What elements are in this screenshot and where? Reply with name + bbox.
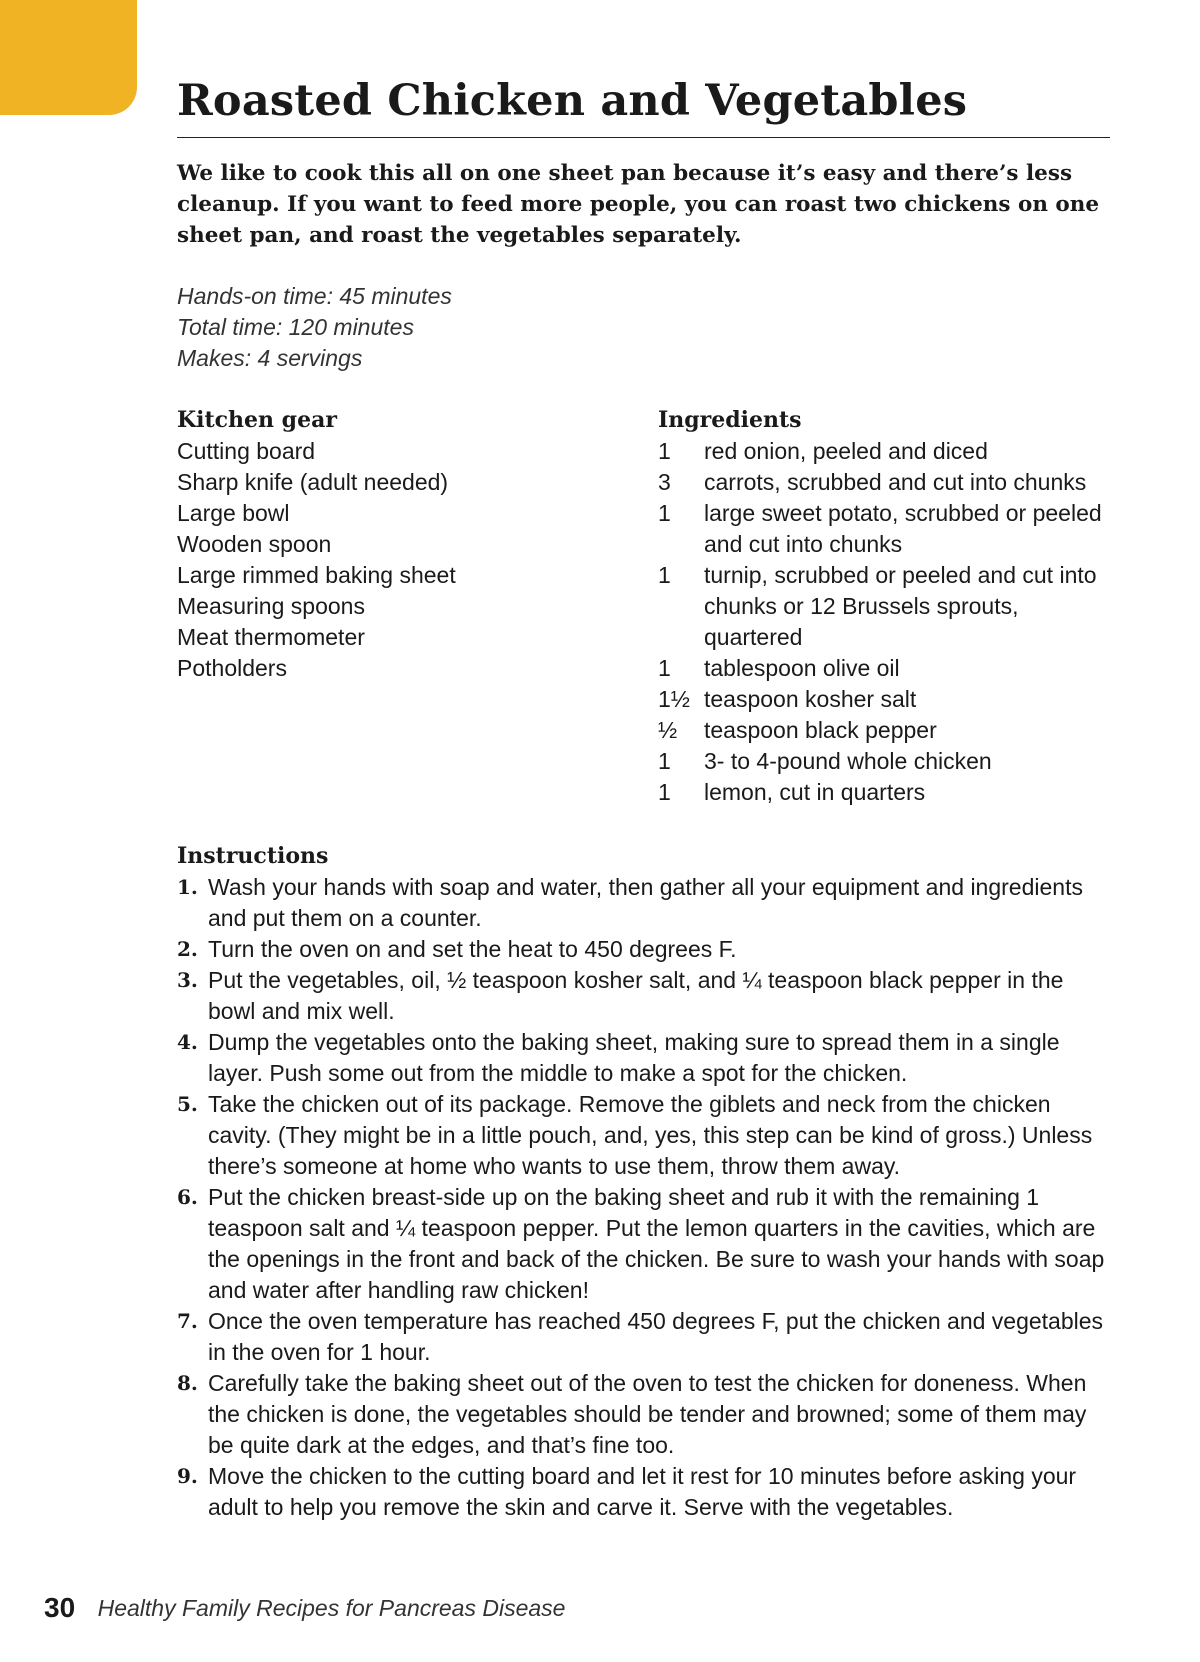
ingredient-qty: ½ <box>658 717 678 744</box>
step-number: 9. <box>177 1464 198 1489</box>
ingredient-qty: 1 <box>658 748 671 775</box>
gear-item: Large rimmed baking sheet <box>177 562 456 589</box>
step-text: Carefully take the baking sheet out of the oven to test the chicken for doneness. When the chicken is done, the vegetables should be tender and browned; some of them may be quite dark at the edges, and that’s fine too. <box>208 1370 1087 1459</box>
instruction-step <box>177 1461 1110 1523</box>
ingredient-row <box>658 560 1118 653</box>
gear-item: Meat thermometer <box>177 624 365 651</box>
ingredient-qty: 1 <box>658 438 671 465</box>
step-number: 8. <box>177 1371 198 1396</box>
ingredient-text: carrots, scrubbed and cut into chunks <box>704 469 1087 496</box>
ingredient-row <box>658 653 1118 684</box>
step-text: Put the chicken breast-side up on the baking sheet and rub it with the remaining 1 teaspoon salt and ¼ teaspoon pepper. Put the lemon quarters in the cavities, which are the openings in the front and back of the chicken. Be sure to wash your hands with soap and water after handling raw chicken! <box>208 1184 1105 1304</box>
ingredient-row <box>658 467 1118 498</box>
ingredient-text: large sweet potato, scrubbed or peeled and cut into chunks <box>704 500 1102 558</box>
gear-item: Sharp knife (adult needed) <box>177 469 449 496</box>
instructions-heading: Instructions <box>177 843 329 870</box>
ingredient-text: red onion, peeled and diced <box>704 438 988 465</box>
intro-paragraph: We like to cook this all on one sheet pan because it’s easy and there’s less cleanup. If you want to feed more people, you can roast two chickens on one sheet pan, and roast the vegetables separately. <box>177 161 1100 249</box>
instruction-step <box>177 934 1110 965</box>
kitchen-gear-section <box>177 405 637 684</box>
step-text: Once the oven temperature has reached 450 degrees F, put the chicken and vegetables in the oven for 1 hour. <box>208 1308 1104 1366</box>
page-footer <box>44 1592 565 1624</box>
ingredient-row <box>658 746 1118 777</box>
ingredient-qty: 3 <box>658 469 671 496</box>
step-number: 1. <box>177 875 198 900</box>
recipe-page <box>177 78 1110 1523</box>
ingredient-text: turnip, scrubbed or peeled and cut into chunks or 12 Brussels sprouts, quartered <box>704 562 1097 651</box>
ingredient-text: lemon, cut in quarters <box>704 779 926 806</box>
gear-and-ingredients <box>177 405 1110 811</box>
gear-item: Large bowl <box>177 500 290 527</box>
instruction-step <box>177 965 1110 1027</box>
page-number: 30 <box>44 1592 76 1623</box>
instruction-step <box>177 1182 1110 1306</box>
kitchen-gear-heading: Kitchen gear <box>177 407 337 434</box>
step-text: Take the chicken out of its package. Remove the giblets and neck from the chicken cavity. (They might be in a little pouch, and, yes, this step can be kind of gross.) Unless there’s someone at home who wants to use them, throw them away. <box>208 1091 1093 1180</box>
ingredient-qty: 1 <box>658 500 671 527</box>
gear-item: Cutting board <box>177 438 316 465</box>
step-number: 4. <box>177 1030 198 1055</box>
hands-on-time: Hands-on time: 45 minutes <box>177 283 452 310</box>
instruction-step <box>177 872 1110 934</box>
ingredient-qty: 1 <box>658 562 671 589</box>
gear-item: Potholders <box>177 655 287 682</box>
ingredient-qty: 1½ <box>658 686 690 713</box>
step-text: Dump the vegetables onto the baking sheet, making sure to spread them in a single layer. Push some out from the middle to make a spot for the chicken. <box>208 1029 1060 1087</box>
step-number: 6. <box>177 1185 198 1210</box>
instruction-step <box>177 1089 1110 1182</box>
ingredient-text: teaspoon kosher salt <box>704 686 917 713</box>
ingredient-text: tablespoon olive oil <box>704 655 900 682</box>
ingredient-row <box>658 684 1118 715</box>
step-number: 7. <box>177 1309 198 1334</box>
book-title: Healthy Family Recipes for Pancreas Disease <box>97 1594 566 1621</box>
instruction-step <box>177 1027 1110 1089</box>
ingredient-text: 3- to 4-pound whole chicken <box>704 748 992 775</box>
gear-item: Measuring spoons <box>177 593 365 620</box>
ingredient-qty: 1 <box>658 655 671 682</box>
gear-item: Wooden spoon <box>177 531 332 558</box>
ingredient-text: teaspoon black pepper <box>704 717 937 744</box>
instruction-step <box>177 1306 1110 1368</box>
corner-tab-decoration <box>0 0 137 115</box>
ingredient-row <box>658 498 1118 560</box>
ingredient-row <box>658 436 1118 467</box>
total-time: Total time: 120 minutes <box>177 314 414 341</box>
step-text: Move the chicken to the cutting board and let it rest for 10 minutes before asking your adult to help you remove the skin and carve it. Serve with the vegetables. <box>208 1463 1077 1521</box>
ingredient-row <box>658 777 1118 808</box>
step-number: 2. <box>177 937 198 962</box>
step-text: Wash your hands with soap and water, then gather all your equipment and ingredients and put them on a counter. <box>208 874 1083 932</box>
step-number: 3. <box>177 968 198 993</box>
servings: Makes: 4 servings <box>177 345 363 372</box>
ingredients-heading: Ingredients <box>658 407 802 434</box>
ingredient-qty: 1 <box>658 779 671 806</box>
step-number: 5. <box>177 1092 198 1117</box>
page-title: Roasted Chicken and Vegetables <box>177 78 1110 138</box>
step-text: Put the vegetables, oil, ½ teaspoon kosher salt, and ¼ teaspoon black pepper in the bowl and mix well. <box>208 967 1064 1025</box>
recipe-meta <box>177 281 1110 374</box>
ingredients-section <box>658 405 1118 808</box>
ingredient-row <box>658 715 1118 746</box>
step-text: Turn the oven on and set the heat to 450 degrees F. <box>208 936 737 963</box>
instruction-step <box>177 1368 1110 1461</box>
instructions-section <box>177 841 1110 1523</box>
